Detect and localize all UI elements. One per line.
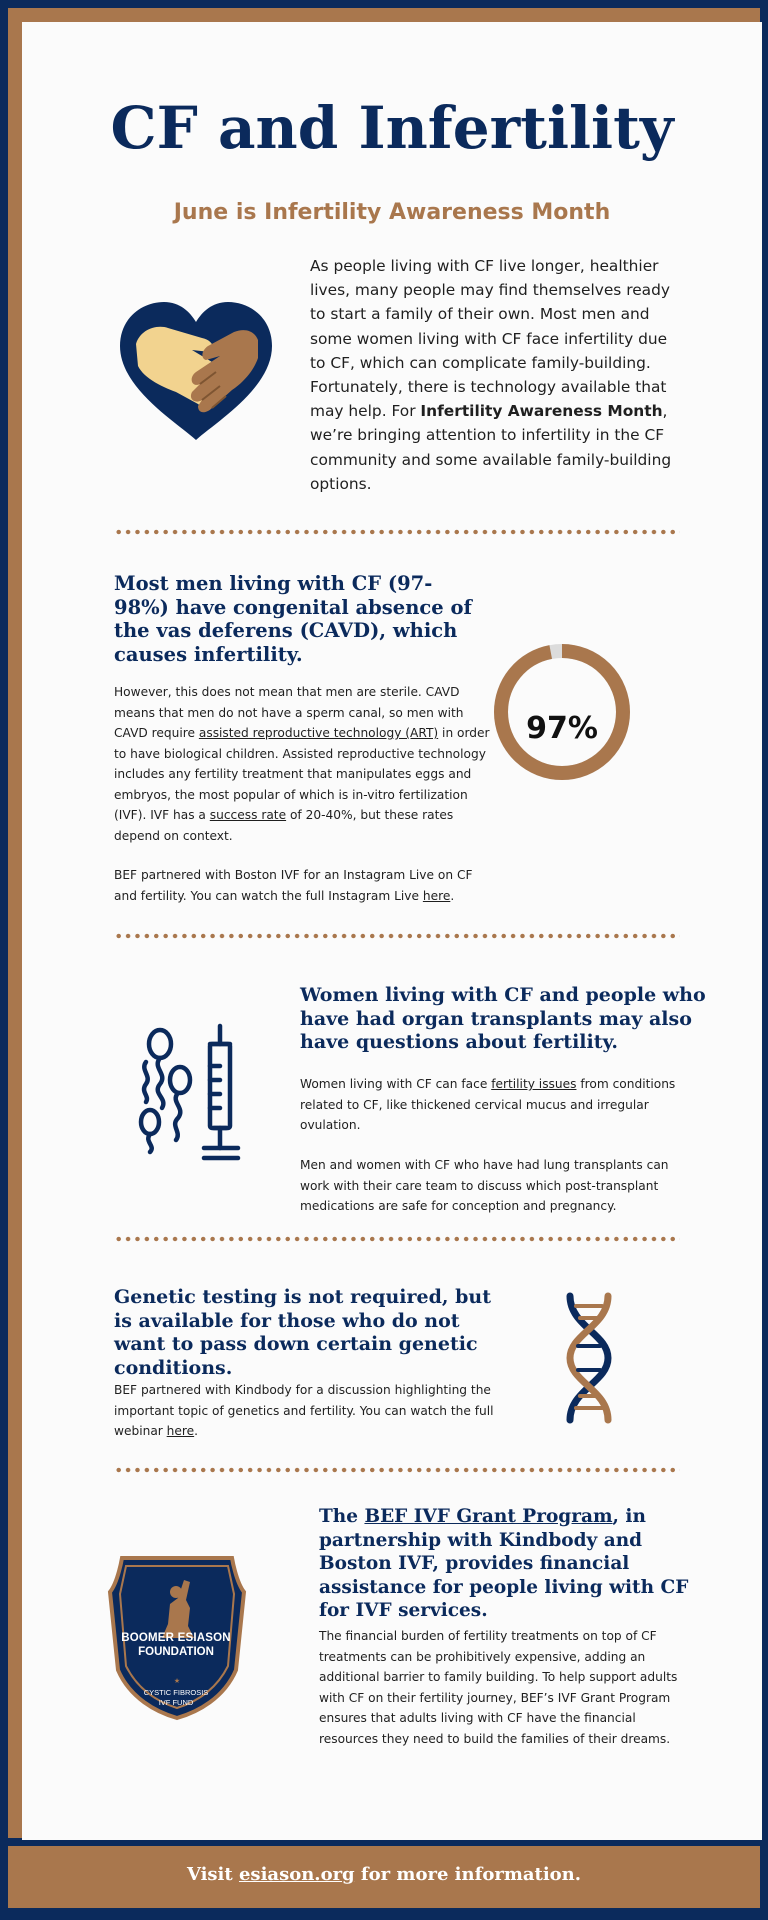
section-men-heading: Most men living with CF (97-98%) have congenital absence of the vas deferens (CAVD), which causes infertility. — [114, 572, 472, 666]
section-genetic-text: BEF partnered with Kindbody for a discussion highlighting the important topic of genetics and fertility. You can watch the full webinar — [114, 1383, 494, 1438]
fertility-issues-link[interactable]: fertility issues — [491, 1077, 577, 1091]
dotted-divider — [114, 933, 680, 939]
section-men-paragraph — [114, 682, 494, 846]
badge-line-4: IVF FUND — [158, 1698, 194, 1707]
success-rate-link[interactable]: success rate — [209, 808, 287, 822]
section-men-text: in order to have biological children. Assisted reproductive technology includes any fertility treatment that manipulates eggs and embryos, the most popular of which is in-vitro fertilization (IVF). IVF has a — [114, 726, 490, 822]
badge-line-3: CYSTIC FIBROSIS — [143, 1688, 209, 1697]
webinar-link[interactable]: here — [166, 1424, 195, 1438]
footer-text — [8, 1864, 760, 1885]
dotted-divider — [114, 1467, 680, 1473]
footer-bar — [8, 1846, 760, 1908]
esiason-link[interactable]: esiason.org — [238, 1864, 355, 1885]
instagram-live-link[interactable]: here — [422, 888, 451, 903]
dotted-divider — [114, 529, 680, 535]
heart-hands-icon — [116, 300, 276, 448]
section-women-paragraph-2: Men and women with CF who have had lung transplants can work with their care team to discuss which post-transplant medications are safe for conception and pregnancy. — [300, 1158, 669, 1213]
ivf-grant-program-link[interactable]: BEF IVF Grant Program — [364, 1506, 613, 1527]
section-men-text: of 20-40%, but these rates depend on context. — [114, 808, 454, 843]
section-men-text: BEF partnered with Boston IVF for an Instagram Live on CF and fertility. You can watch the full Instagram Live — [114, 868, 473, 903]
footer-text-end: for more information. — [354, 1864, 582, 1885]
intro-paragraph — [310, 254, 682, 496]
dna-icon — [560, 1292, 618, 1424]
section-women-heading: Women living with CF and people who have had organ transplants may also have questions about fertility. — [300, 984, 706, 1053]
sperm-syringe-icon — [138, 1022, 270, 1172]
section-women-text: from conditions related to CF, like thickened cervical mucus and irregular ovulation. — [300, 1077, 676, 1132]
intro-text-end: , we’re bringing attention to infertility in the CF community and some available family-building options. — [310, 402, 672, 493]
footer-text-start: Visit — [186, 1864, 239, 1885]
card-border — [8, 8, 760, 1838]
section-genetic-paragraph — [114, 1380, 504, 1442]
badge-line-1: BOOMER ESIASON — [121, 1632, 231, 1644]
grant-heading-text: , in partnership with Kindbody and Boston IVF, provides financial assistance for people living with CF for IVF services. — [319, 1506, 689, 1621]
dotted-divider — [114, 1236, 680, 1242]
badge-line-2: FOUNDATION — [138, 1646, 214, 1658]
svg-text:★: ★ — [173, 1678, 181, 1685]
section-men-paragraph-2 — [114, 865, 494, 906]
section-grant-heading — [319, 1505, 689, 1623]
section-women-paragraph — [300, 1074, 690, 1136]
page-title: CF and Infertility — [110, 94, 674, 162]
ring-percentage: 97% — [526, 711, 598, 746]
section-men-text: However, this does not mean that men are sterile. CAVD means that men do not have a sperm canal, so men with CAVD require — [114, 685, 464, 740]
intro-text: As people living with CF live longer, healthier lives, many people may find themselves ready to start a family of their own. Most men and some women living with CF face infertility due to CF, which can complicate family-building. Fortunately, there is technology available that may help. For — [310, 257, 670, 421]
section-genetic-text: . — [194, 1424, 199, 1438]
art-link[interactable]: assisted reproductive technology (ART) — [198, 726, 439, 740]
infographic-card — [22, 22, 762, 1840]
page-subtitle: June is Infertility Awareness Month — [173, 200, 611, 225]
section-men-text: . — [450, 888, 455, 903]
section-genetic-heading: Genetic testing is not required, but is available for those who do not want to pass down certain genetic conditions. — [114, 1286, 491, 1379]
section-women-text: Women living with CF can face — [300, 1077, 492, 1091]
grant-heading-text: The — [319, 1506, 365, 1527]
section-grant-paragraph: The financial burden of fertility treatments on top of CF treatments can be prohibitively expensive, adding an additional barrier to family building. To help support adults with CF on their fertility journey, BEF’s IVF Grant Program ensures that adults living with CF have the financial resources they need to build the families of their dreams. — [319, 1629, 678, 1746]
intro-bold-text: Infertility Awareness Month — [420, 402, 663, 421]
